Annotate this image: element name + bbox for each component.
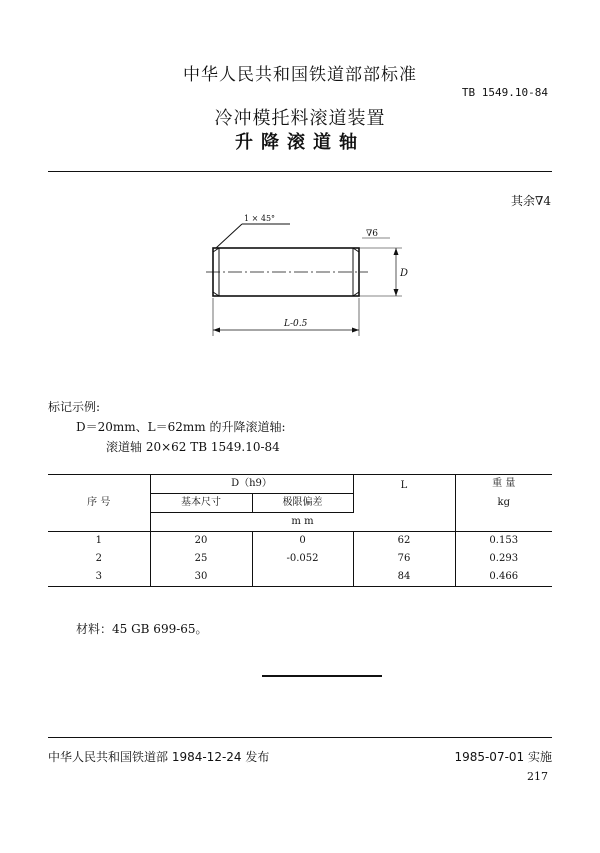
table-cell-seq: 1	[95, 535, 102, 546]
header-basic-size: 基本尺寸	[150, 494, 252, 513]
header-l: L	[353, 475, 455, 513]
marking-example-line1: D＝20mm、L＝62mm 的升降滚道轴:	[76, 420, 286, 434]
roughness-note: 其余∇4	[510, 194, 551, 208]
header-d: D（h9）	[150, 475, 353, 494]
header-weight-unit: kg	[455, 494, 552, 513]
table-cell-l: 62	[353, 532, 455, 551]
length-label: L-0.5	[284, 319, 308, 329]
header-divider	[48, 171, 552, 172]
header-weight: 重 量	[455, 475, 552, 494]
effective-date: 1985-07-01 实施	[454, 750, 552, 764]
table-cell-basic: 20	[150, 532, 252, 551]
marking-example-line2: 滚道轴 20×62 TB 1549.10-84	[106, 440, 280, 454]
table-cell-basic: 30	[150, 568, 252, 587]
footer-divider	[48, 737, 552, 738]
issuer-date: 中华人民共和国铁道部 1984-12-24 发布	[48, 750, 270, 764]
org-standard-title: 中华人民共和国铁道部部标准	[183, 65, 417, 85]
table-cell-l: 84	[353, 568, 455, 587]
chamfer-label: 1 × 45°	[244, 214, 276, 223]
material-note: 材料：45 GB 699-65。	[76, 622, 208, 636]
table-cell-tol-upper: 0	[252, 532, 353, 551]
document-title: 冷冲模托料滚道装置	[214, 108, 386, 129]
surface-mark: ∇6	[366, 229, 379, 239]
table-cell-tol-lower: -0.052	[252, 550, 353, 568]
marking-example-label: 标记示例:	[48, 400, 101, 414]
document-subtitle: 升降滚道轴	[235, 132, 365, 153]
table-cell-weight: 0.153	[455, 532, 552, 551]
standard-code: TB 1549.10-84	[461, 86, 548, 99]
end-rule	[262, 675, 382, 677]
diameter-label: D	[400, 268, 409, 279]
table-cell-seq: 3	[48, 568, 150, 587]
table-cell-seq: 2	[95, 553, 102, 564]
shaft-drawing	[200, 210, 420, 340]
header-seq: 序 号	[48, 475, 150, 532]
dimension-table	[48, 474, 552, 587]
table-cell-weight: 0.466	[455, 568, 552, 587]
page-number: 217	[527, 770, 548, 783]
header-tolerance: 极限偏差	[252, 494, 353, 513]
table-cell-l: 76	[353, 550, 455, 568]
header-unit-mm: m m	[150, 513, 455, 532]
table-cell-basic: 25	[150, 550, 252, 568]
chamfer-leader	[216, 224, 242, 248]
table-cell-weight: 0.293	[455, 550, 552, 568]
